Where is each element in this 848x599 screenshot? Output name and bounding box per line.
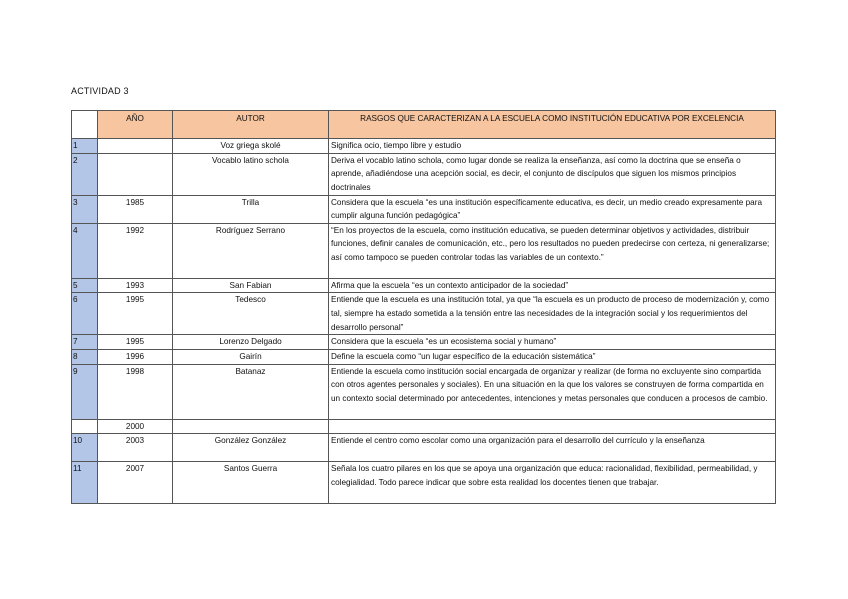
row-text: Significa ocio, tiempo libre y estudio	[329, 139, 776, 154]
row-num: 7	[72, 335, 98, 350]
row-text: Entiende el centro como escolar como una organización para el desarrollo del currículo y la enseñanza	[329, 434, 776, 462]
table-row	[72, 293, 776, 335]
row-text: Entiende que la escuela es una institución total, ya que “la escuela es un producto de proceso de modernización y, como tal, siempre ha estado sometida a la tensión entre las necesidades de la integración social y los requerimientos del desarrollo personal”	[329, 293, 776, 335]
row-author: Santos Guerra	[173, 462, 329, 504]
row-year	[98, 139, 173, 154]
row-year	[98, 153, 173, 195]
row-num: 9	[72, 364, 98, 419]
row-author	[173, 419, 329, 434]
row-text: Afirma que la escuela “es un contexto anticipador de la sociedad”	[329, 278, 776, 293]
row-num: 5	[72, 278, 98, 293]
row-author: Lorenzo Delgado	[173, 335, 329, 350]
row-num: 1	[72, 139, 98, 154]
row-author: Trilla	[173, 195, 329, 223]
row-num: 3	[72, 195, 98, 223]
page-title: ACTIVIDAD 3	[71, 86, 129, 96]
table-row	[72, 434, 776, 462]
table-row	[72, 349, 776, 364]
row-num	[72, 419, 98, 434]
header-year: AÑO	[98, 111, 173, 139]
row-text: “En los proyectos de la escuela, como institución educativa, se pueden determinar objetivos y actividades, distribuir funciones, definir canales de comunicación, etc., pero los resultados no pueden predecirse con certeza, ni generalizarse; así como tampoco se pueden controlar todas las variables de un contexto.”	[329, 223, 776, 278]
row-year: 1985	[98, 195, 173, 223]
row-year: 1995	[98, 335, 173, 350]
row-text: Deriva el vocablo latino schola, como lugar donde se realiza la enseñanza, así como la doctrina que se enseña o aprende, añadiéndose una acepción social, es decir, el conjunto de discípulos que siguen los mismos principios doctrinales	[329, 153, 776, 195]
row-year: 1992	[98, 223, 173, 278]
row-author: Gairín	[173, 349, 329, 364]
row-year: 1998	[98, 364, 173, 419]
row-author: Batanaz	[173, 364, 329, 419]
table-row	[72, 153, 776, 195]
table-row	[72, 419, 776, 434]
header-author: AUTOR	[173, 111, 329, 139]
row-text: Considera que la escuela “es una institución específicamente educativa, es decir, un medio creado expresamente para cumplir alguna función pedagógica”	[329, 195, 776, 223]
row-year: 1993	[98, 278, 173, 293]
table-row	[72, 139, 776, 154]
row-text: Entiende la escuela como institución social encargada de organizar y realizar (de forma no excluyente sino compartida con otros agentes personales y sociales). En una situación en la que los valores se construyen de forma compartida en un contexto social determinado por antecedentes, intenciones y metas personales que conducen a procesos de cambio.	[329, 364, 776, 419]
row-year: 2007	[98, 462, 173, 504]
table-row	[72, 223, 776, 278]
row-year: 2000	[98, 419, 173, 434]
row-author: Voz griega skolé	[173, 139, 329, 154]
header-traits: RASGOS QUE CARACTERIZAN A LA ESCUELA COMO INSTITUCIÓN EDUCATIVA POR EXCELENCIA	[329, 111, 776, 139]
row-num: 4	[72, 223, 98, 278]
table-row	[72, 364, 776, 419]
row-num: 2	[72, 153, 98, 195]
row-author: San Fabian	[173, 278, 329, 293]
table-header-row	[72, 111, 776, 139]
row-year: 1996	[98, 349, 173, 364]
row-author: González González	[173, 434, 329, 462]
row-author: Tedesco	[173, 293, 329, 335]
row-year: 2003	[98, 434, 173, 462]
row-author: Vocablo latino schola	[173, 153, 329, 195]
row-num: 6	[72, 293, 98, 335]
table-row	[72, 335, 776, 350]
table-row	[72, 278, 776, 293]
row-text	[329, 419, 776, 434]
row-num: 11	[72, 462, 98, 504]
row-year: 1995	[98, 293, 173, 335]
row-text: Señala los cuatro pilares en los que se apoya una organización que educa: racionalidad, flexibilidad, permeabilidad, y colegialidad. Todo parece indicar que sobre esta realidad los docentes tienen que trabajar.	[329, 462, 776, 504]
header-num	[72, 111, 98, 139]
authors-table	[71, 110, 776, 504]
table-row	[72, 462, 776, 504]
table-row	[72, 195, 776, 223]
row-num: 10	[72, 434, 98, 462]
row-text: Considera que la escuela “es un ecosistema social y humano”	[329, 335, 776, 350]
row-author: Rodríguez Serrano	[173, 223, 329, 278]
row-text: Define la escuela como “un lugar específico de la educación sistemática”	[329, 349, 776, 364]
row-num: 8	[72, 349, 98, 364]
